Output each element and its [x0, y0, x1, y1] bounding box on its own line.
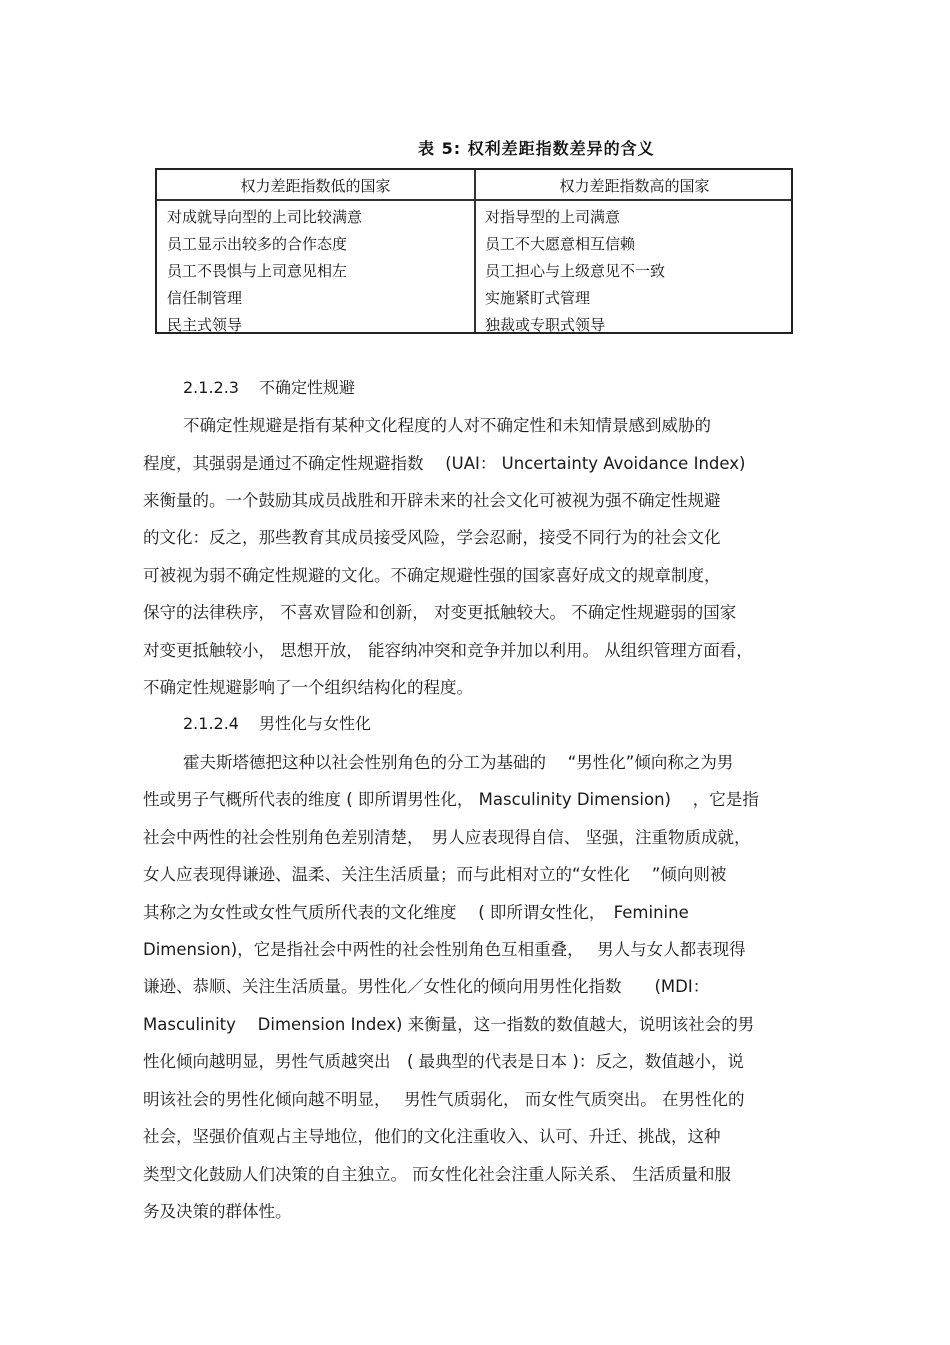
paragraph-line: 来衡量的。一个鼓励其成员战胜和开辟未来的社会文化可被视为强不确定性规避: [143, 491, 721, 510]
table-column-low: [167, 204, 362, 339]
paragraph-line: 明该社会的男性化倾向越不明显， 男性气质弱化， 而女性气质突出。 在男性化的: [143, 1090, 745, 1109]
table-cell: 独裁或专职式领导: [485, 316, 606, 334]
section-heading-uncertainty: [183, 375, 355, 398]
paragraph-line: 保守的法律秩序， 不喜欢冒险和创新， 对变更抵触较大。 不确定性规避弱的国家: [143, 603, 737, 622]
paragraph-line: 女人应表现得谦逊、温柔、关注生活质量；而与此相对立的“女性化 ”倾向则被: [143, 865, 727, 884]
table-header-low: 权力差距指数低的国家: [240, 177, 391, 195]
table-cell: 信任制管理: [167, 289, 243, 307]
paragraph-line: 不确定性规避是指有某种文化程度的人对不确定性和未知情景感到威胁的: [183, 416, 711, 435]
comparison-table: [155, 168, 793, 334]
table-cell: 员工显示出较多的合作态度: [167, 235, 348, 253]
paragraph-line: 其称之为女性或女性气质所代表的文化维度 ( 即所谓女性化， Feminine: [143, 903, 689, 922]
paragraph-line: 霍夫斯塔德把这种以社会性别角色的分工为基础的 “男性化”倾向称之为男: [183, 753, 734, 772]
paragraph-line: 性化倾向越明显，男性气质越突出 ( 最典型的代表是日本 )：反之，数值越小，说: [143, 1052, 744, 1071]
paragraph-line: 程度，其强弱是通过不确定性规避指数 (UAI： Uncertainty Avoidance Index): [143, 454, 746, 473]
paragraph-line: 的文化：反之，那些教育其成员接受风险，学会忍耐，接受不同行为的社会文化: [143, 528, 721, 547]
table-cell: 实施紧盯式管理: [485, 289, 591, 307]
paragraph-line: 社会中两性的社会性别角色差别清楚， 男人应表现得自信、 坚强，注重物质成就，: [143, 828, 751, 847]
paragraph-line: Masculinity Dimension Index) 来衡量，这一指数的数值越大，说明该社会的男: [143, 1015, 755, 1034]
section-number: 2.1.2.3: [183, 378, 239, 397]
paragraph-line: 可被视为弱不确定性规避的文化。不确定规避性强的国家喜好成文的规章制度，: [143, 566, 721, 585]
paragraph-line: 务及决策的群体性。: [143, 1202, 292, 1221]
table-cell: 对指导型的上司满意: [485, 208, 621, 226]
paragraph-line: 性或男子气概所代表的维度 ( 即所谓男性化， Masculinity Dimension) ，它是指: [143, 790, 759, 809]
section-title: 男性化与女性化: [259, 714, 372, 733]
table-column-high: [485, 204, 665, 339]
table-cell: 员工不畏惧与上司意见相左: [167, 262, 348, 280]
table-caption: 表 5: 权利差距指数差异的含义: [418, 139, 655, 158]
section-number: 2.1.2.4: [183, 714, 239, 733]
section-title: 不确定性规避: [259, 378, 356, 397]
paragraph-line: 不确定性规避影响了一个组织结构化的程度。: [143, 678, 473, 697]
table-cell: 员工担心与上级意见不一致: [485, 262, 666, 280]
paragraph-line: 类型文化鼓励人们决策的自主独立。 而女性化社会注重人际关系、 生活质量和服: [143, 1165, 731, 1184]
paragraph-line: Dimension)，它是指社会中两性的社会性别角色互相重叠， 男人与女人都表现得: [143, 940, 746, 959]
table-cell: 对成就导向型的上司比较满意: [167, 208, 363, 226]
table-header-divider: [157, 199, 791, 201]
paragraph-line: 对变更抵触较小， 思想开放， 能容纳冲突和竞争并加以利用。 从组织管理方面看，: [143, 641, 753, 660]
table-cell: 员工不大愿意相互信赖: [485, 235, 636, 253]
table-cell: 民主式领导: [167, 316, 243, 334]
paragraph-line: 社会，坚强价值观占主导地位，他们的文化注重收入、认可、升迁、挑战，这种: [143, 1127, 721, 1146]
section-heading-masculinity: [183, 711, 371, 734]
table-header-high: 权力差距指数高的国家: [559, 177, 710, 195]
paragraph-line: 谦逊、恭顺、关注生活质量。男性化／女性化的倾向用男性化指数 (MDI：: [143, 977, 710, 996]
